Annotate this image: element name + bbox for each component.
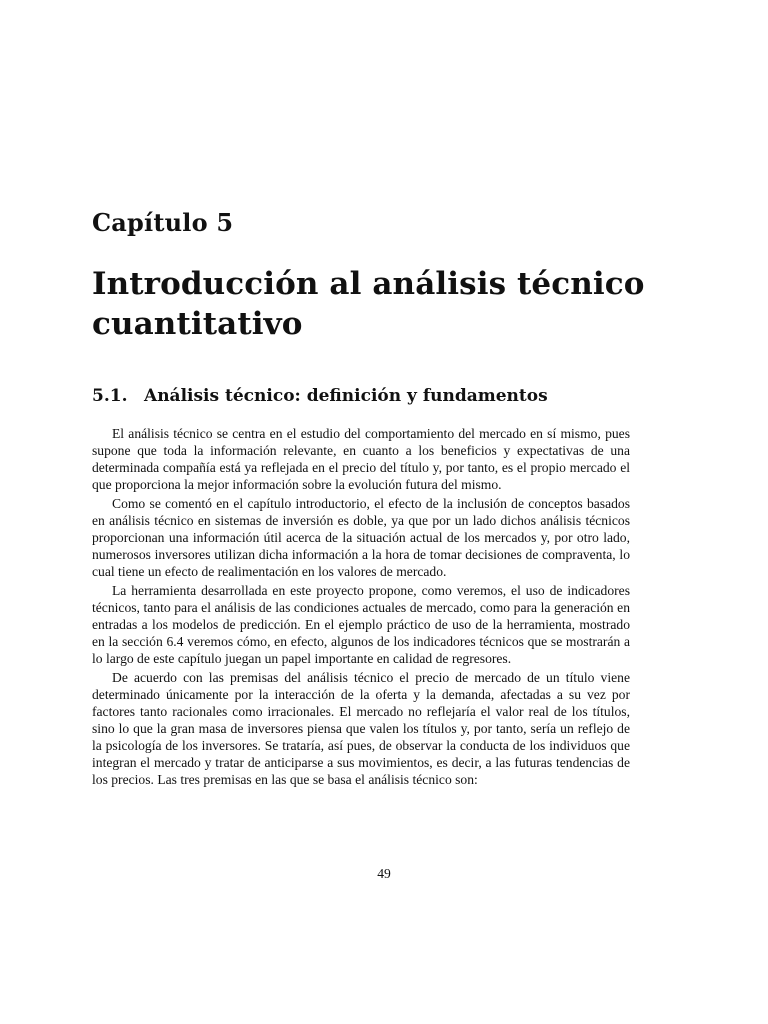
section-heading — [92, 386, 548, 406]
paragraph: El análisis técnico se centra en el estudio del comportamiento del mercado en sí mismo, pues supone que toda la información relevante, en cuanto a los beneficios y expectativas de una determinada compañía está ya reflejada en el precio del título y, por tanto, es el propio mercado el que proporciona la mejor información sobre la evolución futura del mismo. — [92, 426, 630, 492]
paragraph: Como se comentó en el capítulo introductorio, el efecto de la inclusión de conceptos basados en análisis técnico en sistemas de inversión es doble, ya que por un lado dichos análisis técnicos proporcionan una información útil acerca de la situación actual de los mercados y, por otro lado, numerosos inversores utilizan dicha información a la hora de tomar decisiones de compraventa, lo cual tiene un efecto de realimentación en los valores de mercado. — [92, 496, 630, 579]
chapter-title: Introducción al análisis técnico cuantitativo — [92, 266, 645, 342]
section-title: Análisis técnico: definición y fundamentos — [144, 386, 548, 406]
page-number: 49 — [377, 866, 391, 881]
body-text — [92, 425, 630, 790]
chapter-label: Capítulo 5 — [92, 208, 234, 237]
paragraph: De acuerdo con las premisas del análisis técnico el precio de mercado de un título viene determinado únicamente por la interacción de la oferta y la demanda, afectadas a su vez por factores tanto racionales como irracionales. El mercado no reflejaría el valor real de los títulos, sino lo que la gran masa de inversores piensa que valen los títulos y, por tanto, sería un reflejo de la psicología de los inversores. Se trataría, así pues, de observar la conducta de los individuos que integran el mercado y tratar de anticiparse a sus movimientos, es decir, a las futuras tendencias de los precios. Las tres premisas en las que se basa el análisis técnico son: — [92, 670, 630, 787]
paragraph: La herramienta desarrollada en este proyecto propone, como veremos, el uso de indicadores técnicos, tanto para el análisis de las condiciones actuales de mercado, como para la generación en entradas a los modelos de predicción. En el ejemplo práctico de uso de la herramienta, mostrado en la sección 6.4 veremos cómo, en efecto, algunos de los indicadores técnicos que se mostrarán a lo largo de este capítulo juegan un papel importante en calidad de regresores. — [92, 583, 630, 666]
section-number: 5.1. — [92, 386, 128, 406]
